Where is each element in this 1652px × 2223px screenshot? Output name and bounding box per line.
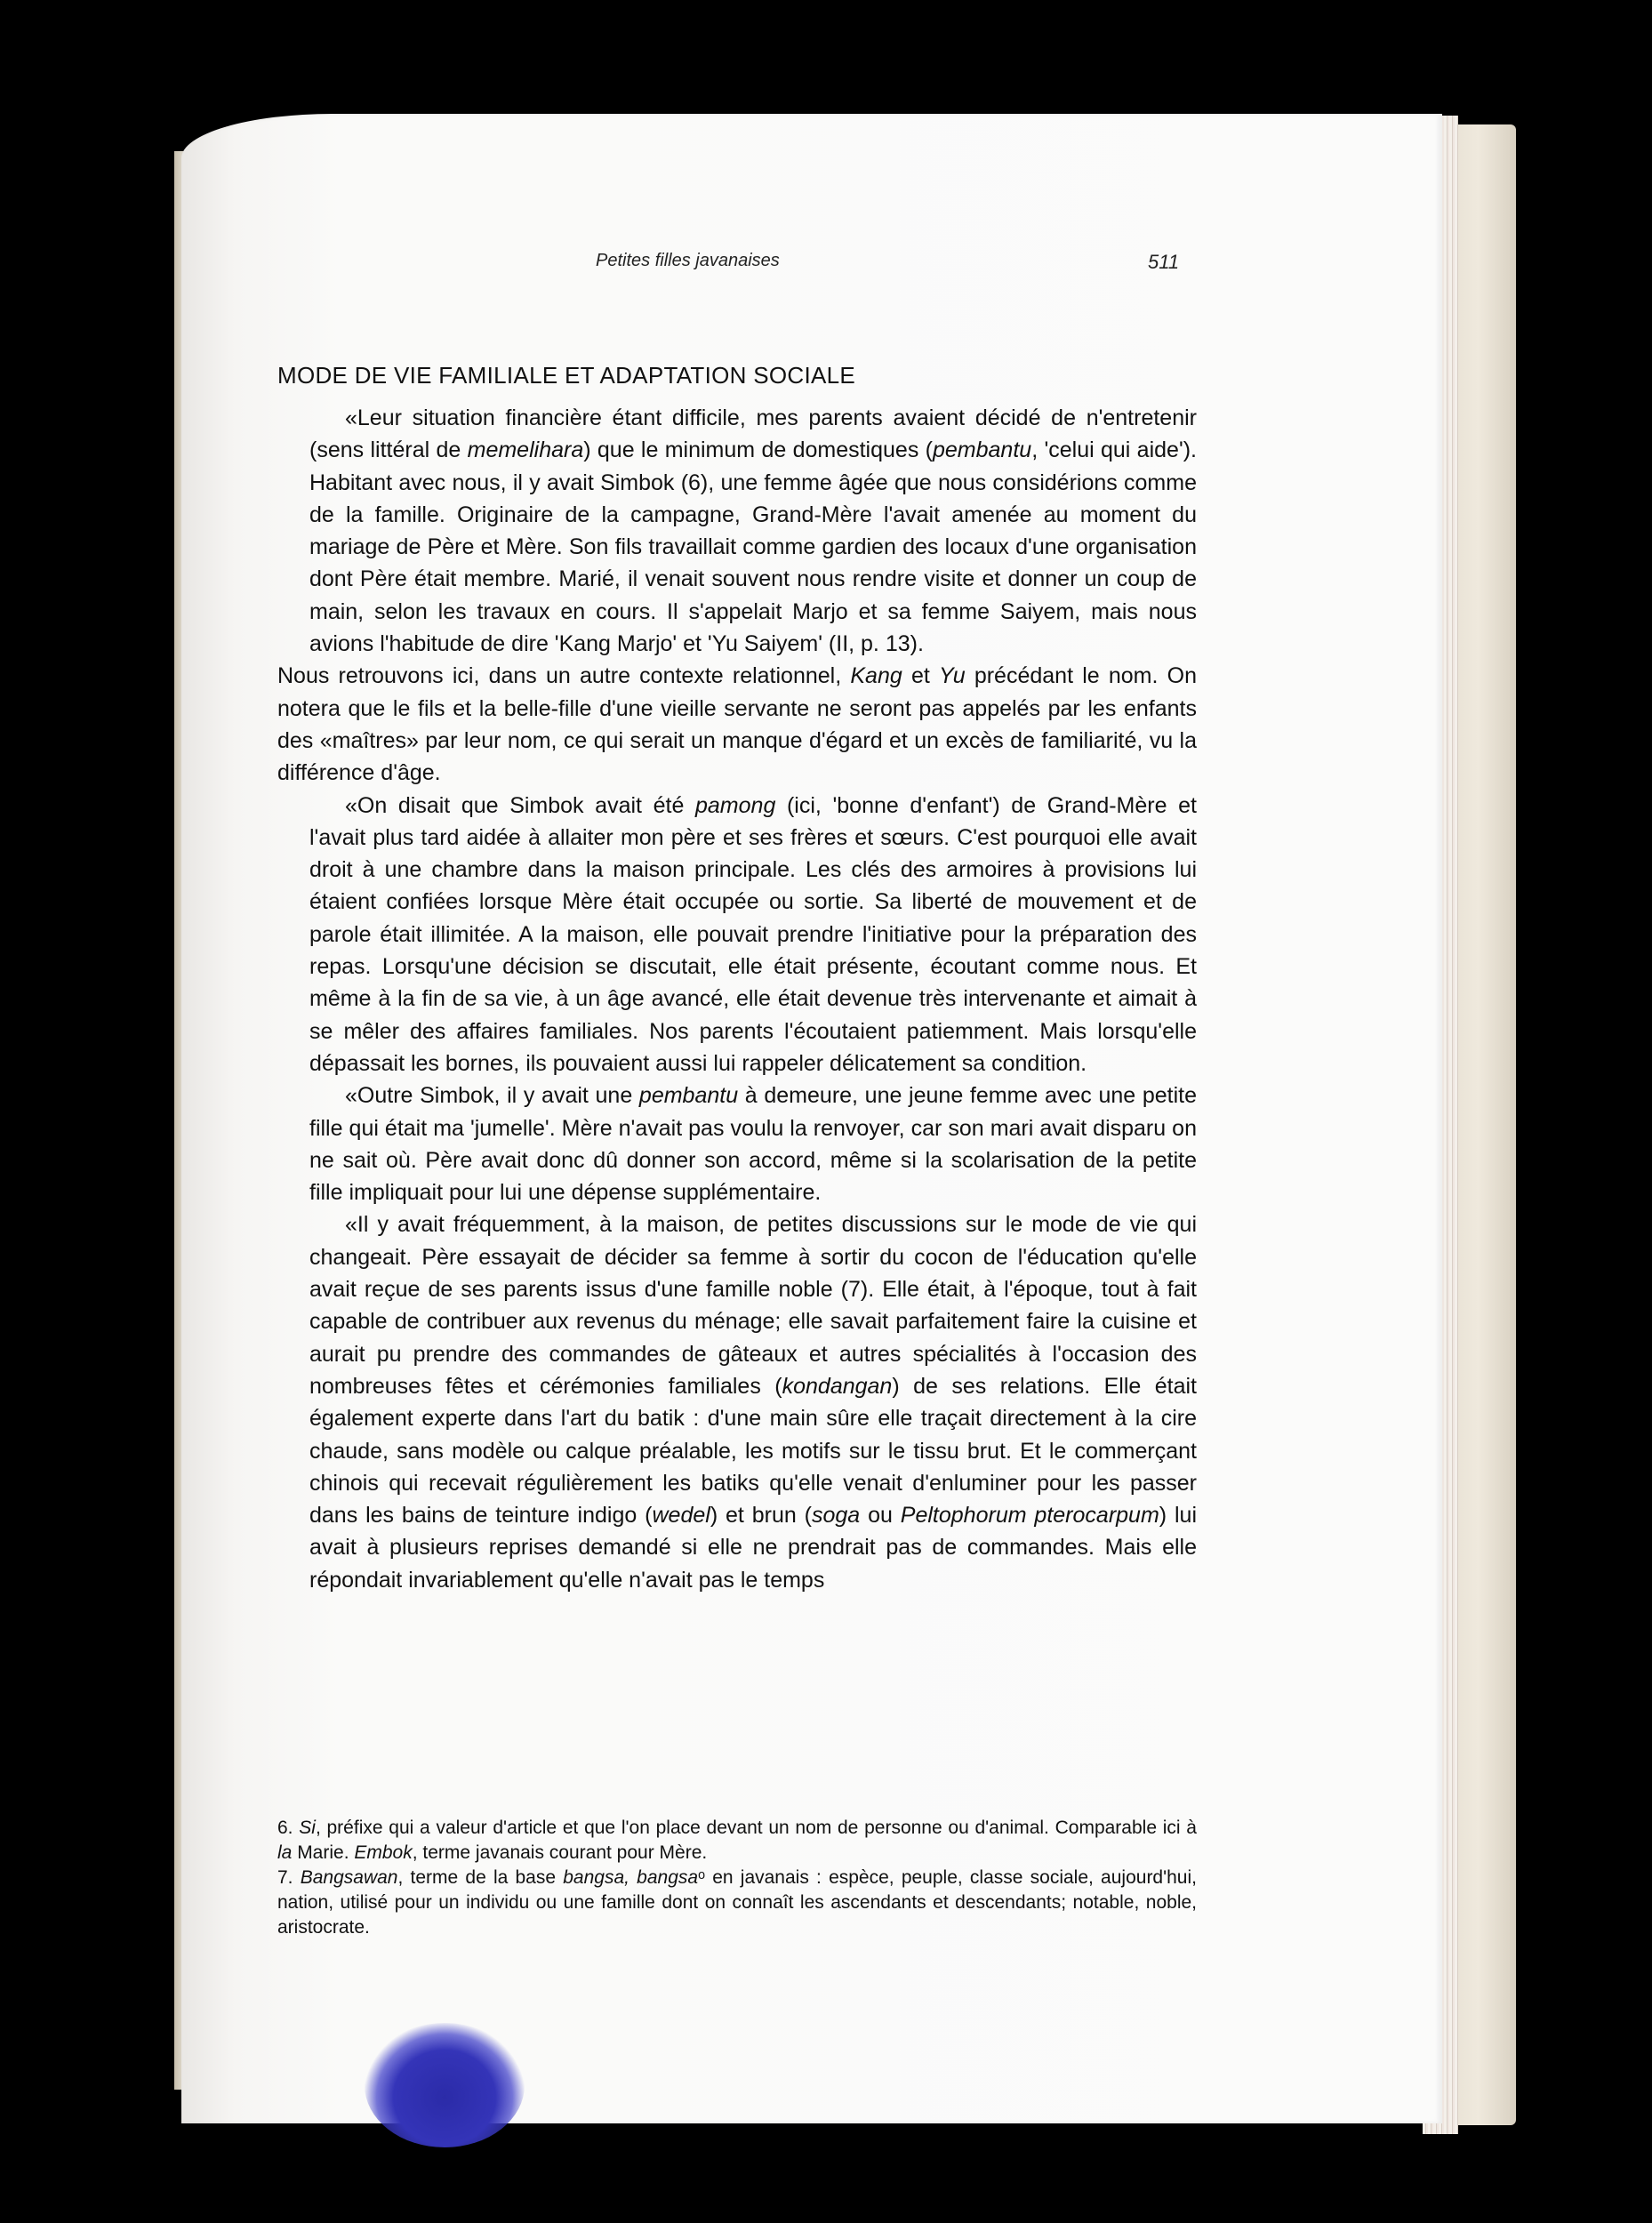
italic-text: bangsa, bangsa — [563, 1867, 699, 1888]
ink-stain — [365, 2023, 525, 2147]
italic-text: Embok — [354, 1842, 413, 1863]
text-run: ) que le minimum de domestiques ( — [583, 437, 933, 463]
paragraph — [277, 1079, 1197, 1208]
text-run: «Outre Simbok, il y avait une — [345, 1083, 639, 1109]
running-title: Petites filles javanaises — [596, 251, 780, 270]
text-run: (ici, 'bonne d'enfant') de Grand-Mère et l'avait plus tard aidée à allaiter mon père et ses frères et sœurs. C'est pourquoi elle avait droit à une chambre dans la maison principale. Les clés des armoires à provisions lui étaient confiées lorsque Mère était occupée ou sortie. Sa liberté de mouvement et de parole était illimitée. A la maison, elle pouvait prendre l'initiative pour la préparation des repas. Lorsqu'une décision se discutait, elle était présente, écoutant comme nous. Et même à la fin de sa vie, à un âge avancé, elle était devenue très intervenante et aimait à se mêler des affaires familiales. Nos parents l'écoutaient patiemment. Mais lorsqu'elle dépassait les bornes, ils pouvaient aussi lui rappeler délicatement sa condition. — [309, 792, 1197, 1076]
italic-text: wedel — [652, 1503, 710, 1529]
main-text — [277, 359, 1197, 1596]
paragraph — [277, 790, 1197, 1080]
footnote — [277, 1866, 1197, 1940]
italic-text: Si — [299, 1818, 316, 1838]
text-run: 7. — [277, 1867, 301, 1888]
italic-text: Bangsawan — [300, 1867, 398, 1888]
italic-text: pembantu — [932, 437, 1032, 463]
text-run: ) lui avait à plusieurs reprises demandé si elle ne prendrait pas de commandes. Mais elle répondait invariablement qu'elle n'avait pas le temps — [309, 1503, 1198, 1593]
text-run: ) de ses relations. Elle était également experte dans l'art du batik : d'une main sûre elle traçait directement à la cire chaude, sans modèle ou calque préalable, les motifs sur le tissu brut. Et le commerçant chinois qui recevait régulièrement les batiks qu'elle venait d'enluminer pour les passer dans les bains de teinture indigo ( — [309, 1373, 1197, 1529]
italic-text: kondangan — [782, 1373, 893, 1399]
italic-text: pembantu — [638, 1083, 739, 1109]
text-run: , 'celui qui aide'). Habitant avec nous, il y avait Simbok (6), une femme âgée que nous considérions comme de la famille. Originaire de la campagne, Grand-Mère l'avait amenée au moment du mariage de Père et Mère. Son fils travaillait comme gardien des locaux d'une organisation dont Père était membre. Marié, il venait souvent nous rendre visite et donner un coup de main, selon les travaux en cours. Il s'appelait Marjo et sa femme Saiyem, mais nous avions l'habitude de dire 'Kang Marjo' et 'Yu Saiyem' (II, p. 13). — [309, 437, 1197, 657]
footnotes — [277, 1816, 1197, 1940]
text-run: précédant le nom. On notera que le fils et la belle-fille d'une vieille servante ne seront pas appelés par les enfants des «maîtres» par leur nom, ce qui serait un manque d'égard et un excès de familiarité, vu la différence d'âge. — [277, 663, 1197, 786]
text-run: , préfixe qui a valeur d'article et que l'on place devant un nom de personne ou d'animal. Comparable ici à — [315, 1818, 1197, 1838]
text-run: ) et brun ( — [710, 1503, 812, 1529]
text-run: ou — [860, 1503, 901, 1529]
italic-text: Kang — [850, 663, 902, 689]
text-run: à demeure, une jeune femme avec une petite fille qui était ma 'jumelle'. Mère n'avait pas voulu la renvoyer, car son mari avait disparu on ne sait où. Père avait donc dû donner son accord, même si la scolarisation de la petite fille impliquait pour lui une dépense supplémentaire. — [309, 1083, 1198, 1206]
text-run: Marie. — [292, 1842, 355, 1863]
italic-text: Yu — [938, 663, 966, 689]
italic-text: memelihara — [467, 437, 584, 463]
text-run: ᵒ en javanais : espèce, peuple, classe sociale, aujourd'hui, nation, utilisé pour un individu ou une famille dont on connaît les ascendants et descendants; notable, noble, aristocrate. — [277, 1867, 1197, 1938]
text-run: «On disait que Simbok avait été — [345, 792, 695, 818]
page-number: 511 — [1148, 251, 1180, 273]
paragraph — [277, 1208, 1197, 1596]
paragraph — [277, 660, 1197, 789]
text-run: , terme javanais courant pour Mère. — [412, 1842, 708, 1863]
italic-text: soga — [812, 1503, 861, 1529]
paragraph — [277, 402, 1197, 660]
italic-text: pamong — [695, 792, 776, 818]
text-run: Nous retrouvons ici, dans un autre contexte relationnel, — [277, 663, 851, 689]
italic-text: la — [277, 1842, 293, 1863]
text-run: 6. — [277, 1818, 300, 1838]
text-run: «Il y avait fréquemment, à la maison, de petites discussions sur le mode de vie qui changeait. Père essayait de décider sa femme à sortir du cocon de l'éducation qu'elle avait reçue de ses parents issus d'une famille noble (7). Elle était, à l'époque, tout à fait capable de contribuer aux revenus du ménage; elle savait parfaitement faire la cuisine et aurait pu prendre des commandes de gâteaux et autres spécialités à l'occasion des nombreuses fêtes et cérémonies familiales ( — [309, 1212, 1197, 1399]
italic-text: Peltophorum pterocarpum — [900, 1503, 1159, 1529]
section-heading: MODE DE VIE FAMILIALE ET ADAPTATION SOCIALE — [277, 362, 856, 389]
text-run: et — [902, 663, 939, 689]
text-run: «Leur situation financière étant difficile, mes parents avaient décidé de n'entretenir (sens littéral de — [309, 405, 1197, 463]
text-run: , terme de la base — [397, 1867, 564, 1888]
footnote — [277, 1816, 1197, 1866]
